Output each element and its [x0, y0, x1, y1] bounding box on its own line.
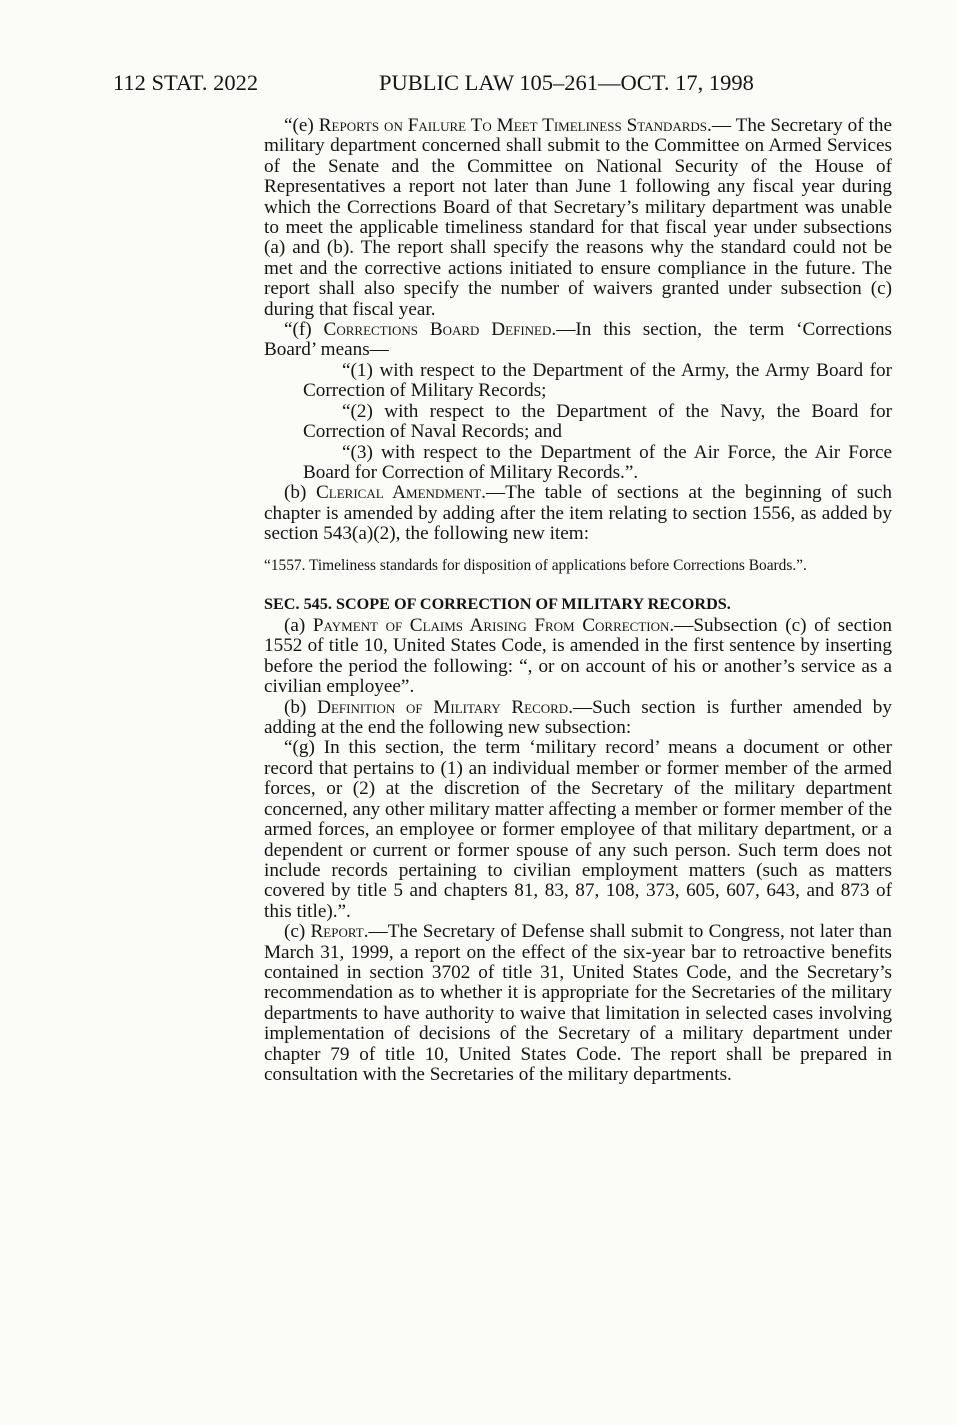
- section-heading: SEC. 545. SCOPE OF CORRECTION OF MILITARY RECORDS.: [264, 595, 731, 614]
- paragraph-f-1: “(1) with respect to the Department of the Army, the Army Board for Correction of Military Records;: [303, 359, 892, 402]
- subsection-f-marker: “(f): [284, 319, 324, 341]
- section-545-c-marker: (c): [284, 921, 311, 943]
- paragraph-f-3: “(3) with respect to the Department of the Air Force, the Air Force Board for Correction of Military Records.”.: [303, 441, 892, 483]
- subsection-f-heading: Corrections Board Defined: [323, 319, 552, 341]
- document-body: [264, 116, 892, 1085]
- clerical-amendment-text: .—The table of sections at the beginning of such chapter is amended by adding after the item relating to section 1556, as added by section 543(a)(2), the following new item:: [264, 482, 892, 545]
- section-545-b-marker: (b): [284, 696, 318, 718]
- section-545-a: [264, 616, 892, 698]
- subsection-e-text: .— The Secretary of the military department concerned shall submit to the Committee on Armed Services of the Senate and the Committee on National Security of the House of Representatives a report not later than June 1 following any fiscal year during which the Corrections Board of that Secretary’s military department was unable to meet the applicable timeliness standard for that fiscal year under subsections (a) and (b). The report shall specify the reasons why the standard could not be met and the corrective actions initiated to ensure compliance in the future. The report shall also specify the number of waivers granted under subsection (c) during that fiscal year.: [264, 115, 893, 320]
- subsection-f-text: .—In this section, the term ‘Corrections Board’ means—: [264, 319, 893, 361]
- subsection-e-marker: “(e): [284, 115, 319, 136]
- subsection-g: “(g) In this section, the term ‘military record’ means a document or other record that pertains to (1) an individual member or former member of the armed forces, or (2) at the discretion of the Secretary of the military department concerned, any other military matter affecting a member or former member of the armed forces, an employee or former employee of that military department, or a dependent or current or former spouse of any such person. Such term does not include records pertaining to civilian employment matters (such as matters covered by title 5 and chapters 81, 83, 87, 108, 373, 605, 607, 643, and 873 of this title).”.: [264, 737, 892, 922]
- section-545-a-heading: Payment of Claims Arising From Correction: [312, 615, 670, 637]
- section-545-b-text: .—Such section is further amended by adding at the end the following new subsection:: [264, 696, 892, 739]
- section-545-c-text: .—The Secretary of Defense shall submit to Congress, not later than March 31, 1999, a report on the effect of the six-year bar to retroactive benefits contained in section 3702 of title 31, United States Code, and the Secretary’s recommendation as to whether it is appropriate for the Secretaries of the military departments to have authority to waive that limitation in selected cases involving implementation of decisions of the Secretary of a military department under chapter 79 of title 10, United States Code. The report shall be prepared in consultation with the Secretaries of the military departments.: [264, 921, 893, 1085]
- statute-page-number: 112 STAT. 2022: [113, 70, 259, 95]
- section-545-b-heading: Definition of Military Record: [317, 696, 569, 718]
- section-545-a-text: .—Subsection (c) of section 1552 of title 10, United States Code, is amended in the first sentence by inserting before the period the following: “, or on account of his or another’s service as a civilian employee”.: [264, 615, 892, 698]
- subsection-e-heading: Reports on Failure To Meet Timeliness Standards: [318, 115, 708, 136]
- public-law-title: PUBLIC LAW 105–261—OCT. 17, 1998: [379, 70, 754, 95]
- clerical-amendment-marker: (b): [284, 482, 316, 504]
- subsection-e: [264, 116, 892, 320]
- section-545-c-heading: Report: [310, 921, 364, 943]
- section-545-a-marker: (a): [284, 615, 313, 637]
- paragraph-f-2: “(2) with respect to the Department of the Navy, the Board for Correction of Naval Records; and: [303, 400, 892, 443]
- section-545-b: [264, 698, 892, 739]
- section-545-c: [264, 922, 892, 1085]
- clerical-amendment: [264, 483, 892, 544]
- subsection-f: [264, 320, 892, 361]
- table-of-sections-item: “1557. Timeliness standards for disposition of applications before Corrections Boards.”.: [264, 556, 807, 574]
- clerical-amendment-heading: Clerical Amendment: [315, 482, 482, 504]
- page-header: [113, 68, 893, 98]
